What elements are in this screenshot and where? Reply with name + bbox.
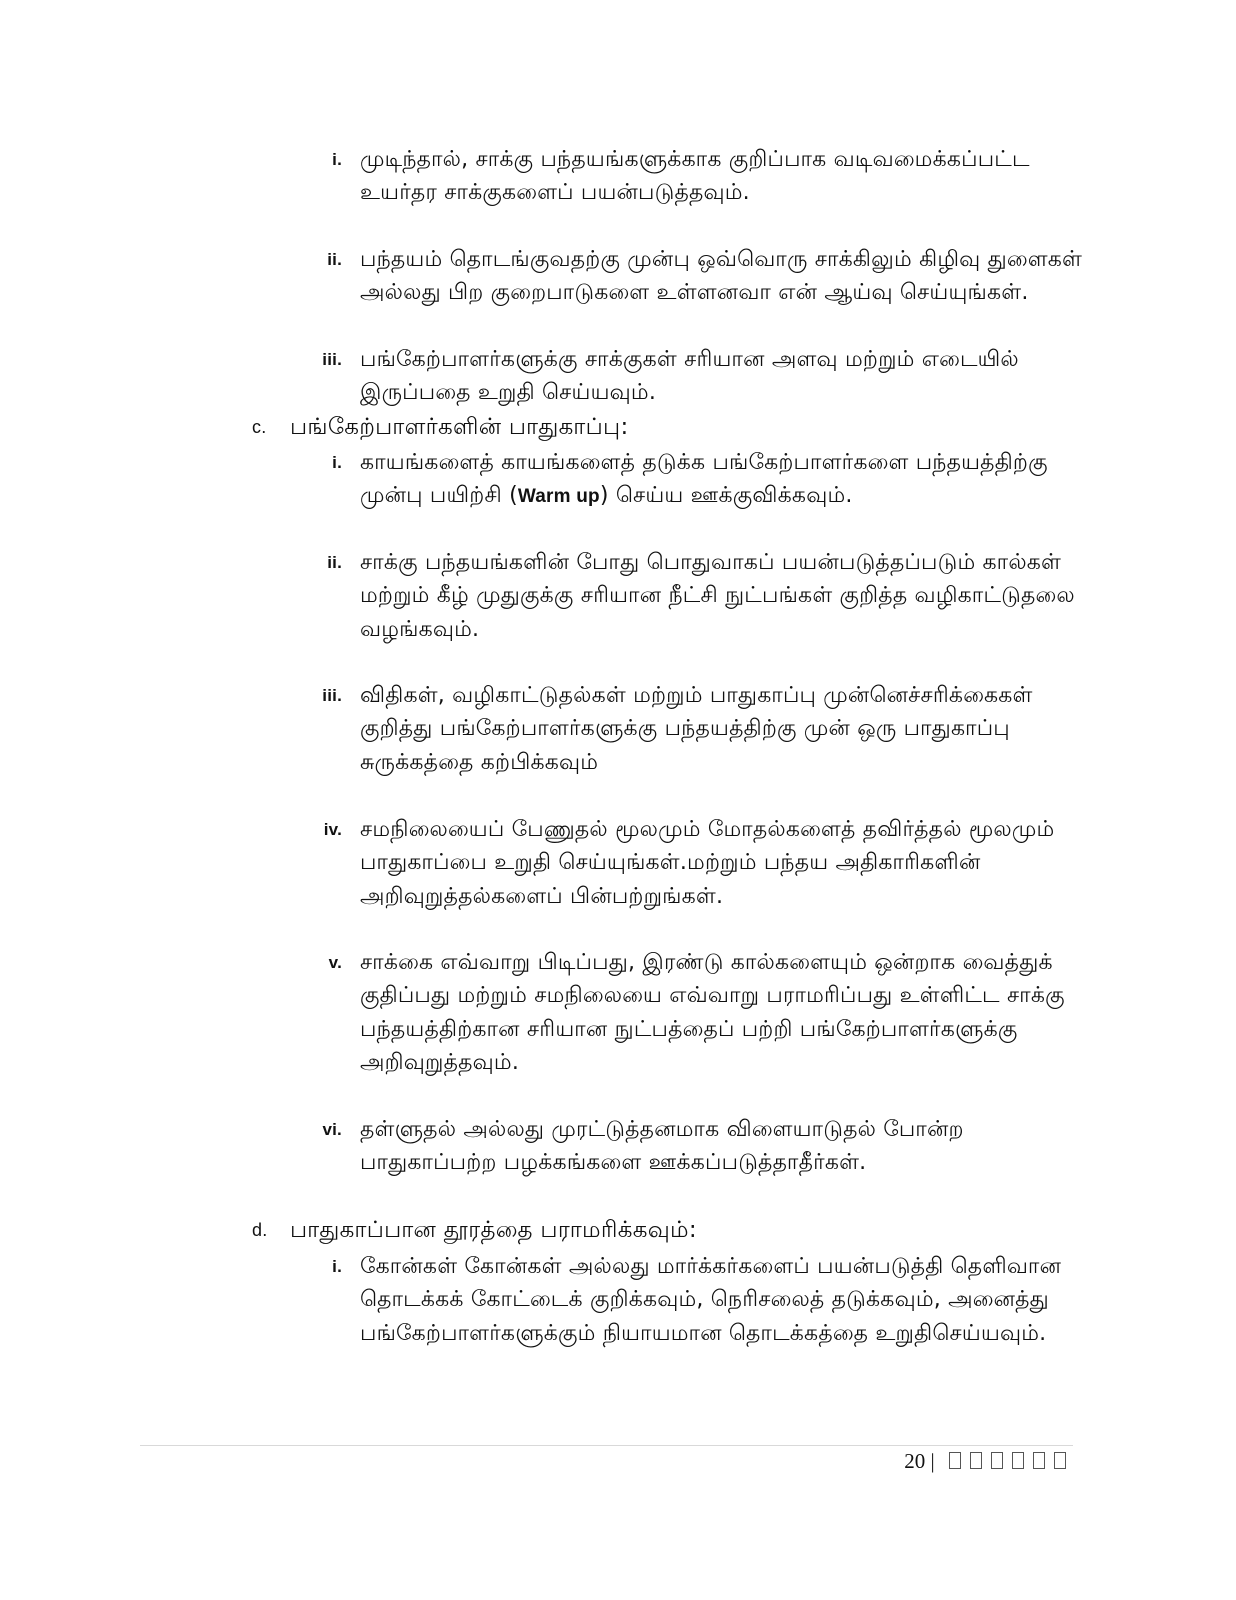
missing-glyph-icon [991, 1452, 1003, 1469]
list-item-text: முடிந்தால், சாக்கு பந்தயங்களுக்காக குறிப்பாக வடிவமைக்கப்பட்ட உயர்தர சாக்குகளைப் பயன்படுத்தவும். [360, 147, 1030, 206]
list-item-text: ) செய்ய ஊக்குவிக்கவும். [599, 483, 853, 509]
page-number: 20 [904, 1449, 926, 1473]
footer-separator: | [930, 1449, 935, 1473]
list-item-number: iv. [323, 820, 342, 839]
list-item [332, 446, 1100, 514]
list-item-text: காயங்களைத் காயங்களைத் தடுக்க பங்கேற்பாளர்களை பந்தயத்திற்கு முன்பு பயிற்சி ( [360, 450, 1048, 509]
section-letter: c. [252, 417, 267, 437]
missing-glyph-icon [970, 1452, 982, 1469]
list-item-text: விதிகள், வழிகாட்டுதல்கள் மற்றும் பாதுகாப்பு முன்னெச்சரிக்கைகள் குறித்து பங்கேற்பாளர்களுக்கு பந்தயத்திற்கு முன் ஒரு பாதுகாப்பு சுருக்கத்தை கற்பிக்கவும் [360, 683, 1033, 775]
missing-glyph-icon [1033, 1452, 1045, 1469]
list-item-text: பந்தயம் தொடங்குவதற்கு முன்பு ஒவ்வொரு சாக்கிலும் கிழிவு துளைகள் அல்லது பிற குறைபாடுகளை உள்ளனவா என் ஆய்வு செய்யுங்கள். [360, 247, 1083, 306]
list-item [332, 143, 1100, 210]
list-item-text: தள்ளுதல் அல்லது முரட்டுத்தனமாக விளையாடுதல் போன்ற பாதுகாப்பற்ற பழக்கங்களை ஊக்கப்படுத்தாதீர்கள். [360, 1117, 964, 1176]
list-item [327, 546, 1100, 646]
list-item [322, 343, 1100, 410]
list-item-number: v. [328, 953, 342, 972]
missing-glyph-icon [1012, 1452, 1024, 1469]
section-title: பங்கேற்பாளர்களின் பாதுகாப்பு: [290, 414, 629, 440]
list-item-number: i. [332, 1257, 342, 1276]
list-item [327, 243, 1100, 310]
list-item [322, 1113, 1100, 1180]
list-item [328, 946, 1100, 1080]
list-item-number: i. [332, 150, 342, 169]
page-footer [904, 1446, 1066, 1476]
missing-glyph-icon [1054, 1452, 1066, 1469]
english-term: Warm up [517, 486, 600, 508]
section-heading-d [252, 1213, 1090, 1247]
list-item-number: iii. [322, 686, 342, 705]
list-item-number: ii. [327, 553, 342, 572]
list-item [332, 1250, 1100, 1350]
list-item-text: பங்கேற்பாளர்களுக்கு சாக்குகள் சரியான அளவு மற்றும் எடையில் இருப்பதை உறுதி செய்யவும். [360, 347, 1019, 406]
list-item-number: iii. [322, 350, 342, 369]
list-item-number: vi. [322, 1120, 342, 1139]
list-item [323, 813, 1100, 913]
list-item-text: கோன்கள் கோன்கள் அல்லது மார்க்கர்களைப் பயன்படுத்தி தெளிவான தொடக்கக் கோட்டைக் குறிக்கவும், நெரிசலைத் தடுக்கவும், அனைத்து பங்கேற்பாளர்களுக்கும் நியாயமான தொடக்கத்தை உறுதிசெய்யவும். [360, 1254, 1062, 1346]
list-item-number: i. [332, 453, 342, 472]
list-item-text: சாக்கு பந்தயங்களின் போது பொதுவாகப் பயன்படுத்தப்படும் கால்கள் மற்றும் கீழ் முதுகுக்கு சரியான நீட்சி நுட்பங்கள் குறித்த வழிகாட்டுதலை வழங்கவும். [360, 550, 1075, 642]
section-letter: d. [252, 1220, 268, 1240]
list-item-text: சாக்கை எவ்வாறு பிடிப்பது, இரண்டு கால்களையும் ஒன்றாக வைத்துக் குதிப்பது மற்றும் சமநிலையை எவ்வாறு பராமரிப்பது உள்ளிட்ட சாக்கு பந்தயத்திற்கான சரியான நுட்பத்தைப் பற்றி பங்கேற்பாளர்களுக்கு அறிவுறுத்தவும். [360, 950, 1065, 1076]
section-heading-c [252, 410, 1090, 444]
missing-glyph-icon [949, 1452, 961, 1469]
list-item [322, 679, 1100, 779]
list-item-text: சமநிலையைப் பேணுதல் மூலமும் மோதல்களைத் தவிர்த்தல் மூலமும் பாதுகாப்பை உறுதி செய்யுங்கள்.மற்றும் பந்தய அதிகாரிகளின் அறிவுறுத்தல்களைப் பின்பற்றுங்கள். [360, 817, 1055, 909]
section-title: பாதுகாப்பான தூரத்தை பராமரிக்கவும்: [290, 1217, 697, 1243]
list-item-number: ii. [327, 250, 342, 269]
